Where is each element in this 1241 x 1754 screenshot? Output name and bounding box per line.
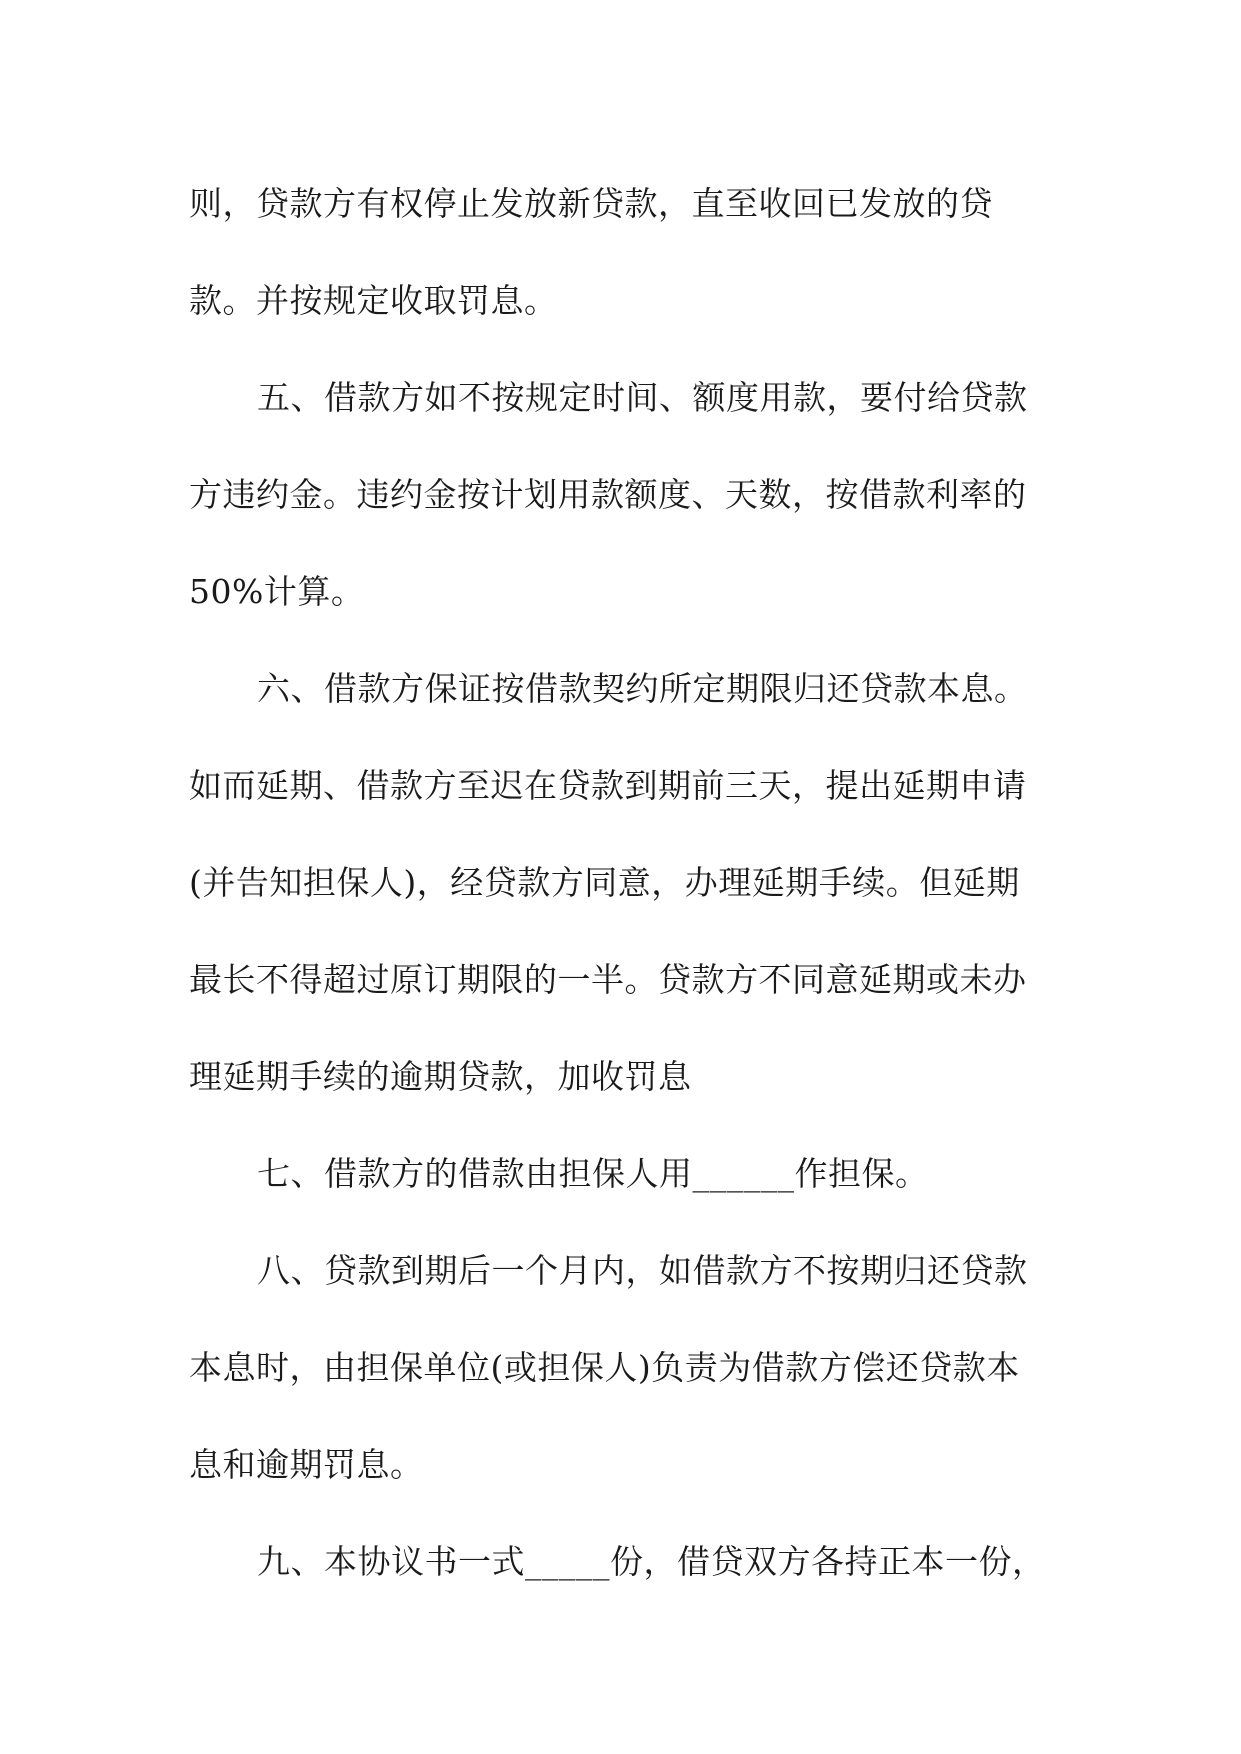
paragraph-7: 七、借款方的借款由担保人用______作担保。 [257,1154,929,1193]
text-line: 本息时，由担保单位(或担保人)负责为借款方偿还贷款本 [189,1348,1020,1387]
paragraph-9-start: 九、本协议书一式_____份，借贷双方各持正本一份， [257,1542,1046,1581]
text-line: 如而延期、借款方至迟在贷款到期前三天，提出延期申请 [189,766,1027,805]
text-line: (并告知担保人)，经贷款方同意，办理延期手续。但延期 [189,863,1020,902]
text-line: 息和逾期罚息。 [189,1445,424,1484]
text-line: 款。并按规定收取罚息。 [189,281,558,320]
text-line: 最长不得超过原订期限的一半。贷款方不同意延期或未办 [189,960,1027,999]
text-line: 50%计算。 [189,572,365,611]
text-line: 则，贷款方有权停止发放新贷款，直至收回已发放的贷 [189,184,993,223]
text-line: 理延期手续的逾期贷款，加收罚息 [189,1057,692,1096]
paragraph-8-start: 八、贷款到期后一个月内，如借款方不按期归还贷款 [257,1251,1028,1290]
paragraph-6-start: 六、借款方保证按借款契约所定期限归还贷款本息。 [257,669,1028,708]
paragraph-5-start: 五、借款方如不按规定时间、额度用款，要付给贷款 [257,378,1028,417]
text-line: 方违约金。违约金按计划用款额度、天数，按借款利率的 [189,475,1027,514]
